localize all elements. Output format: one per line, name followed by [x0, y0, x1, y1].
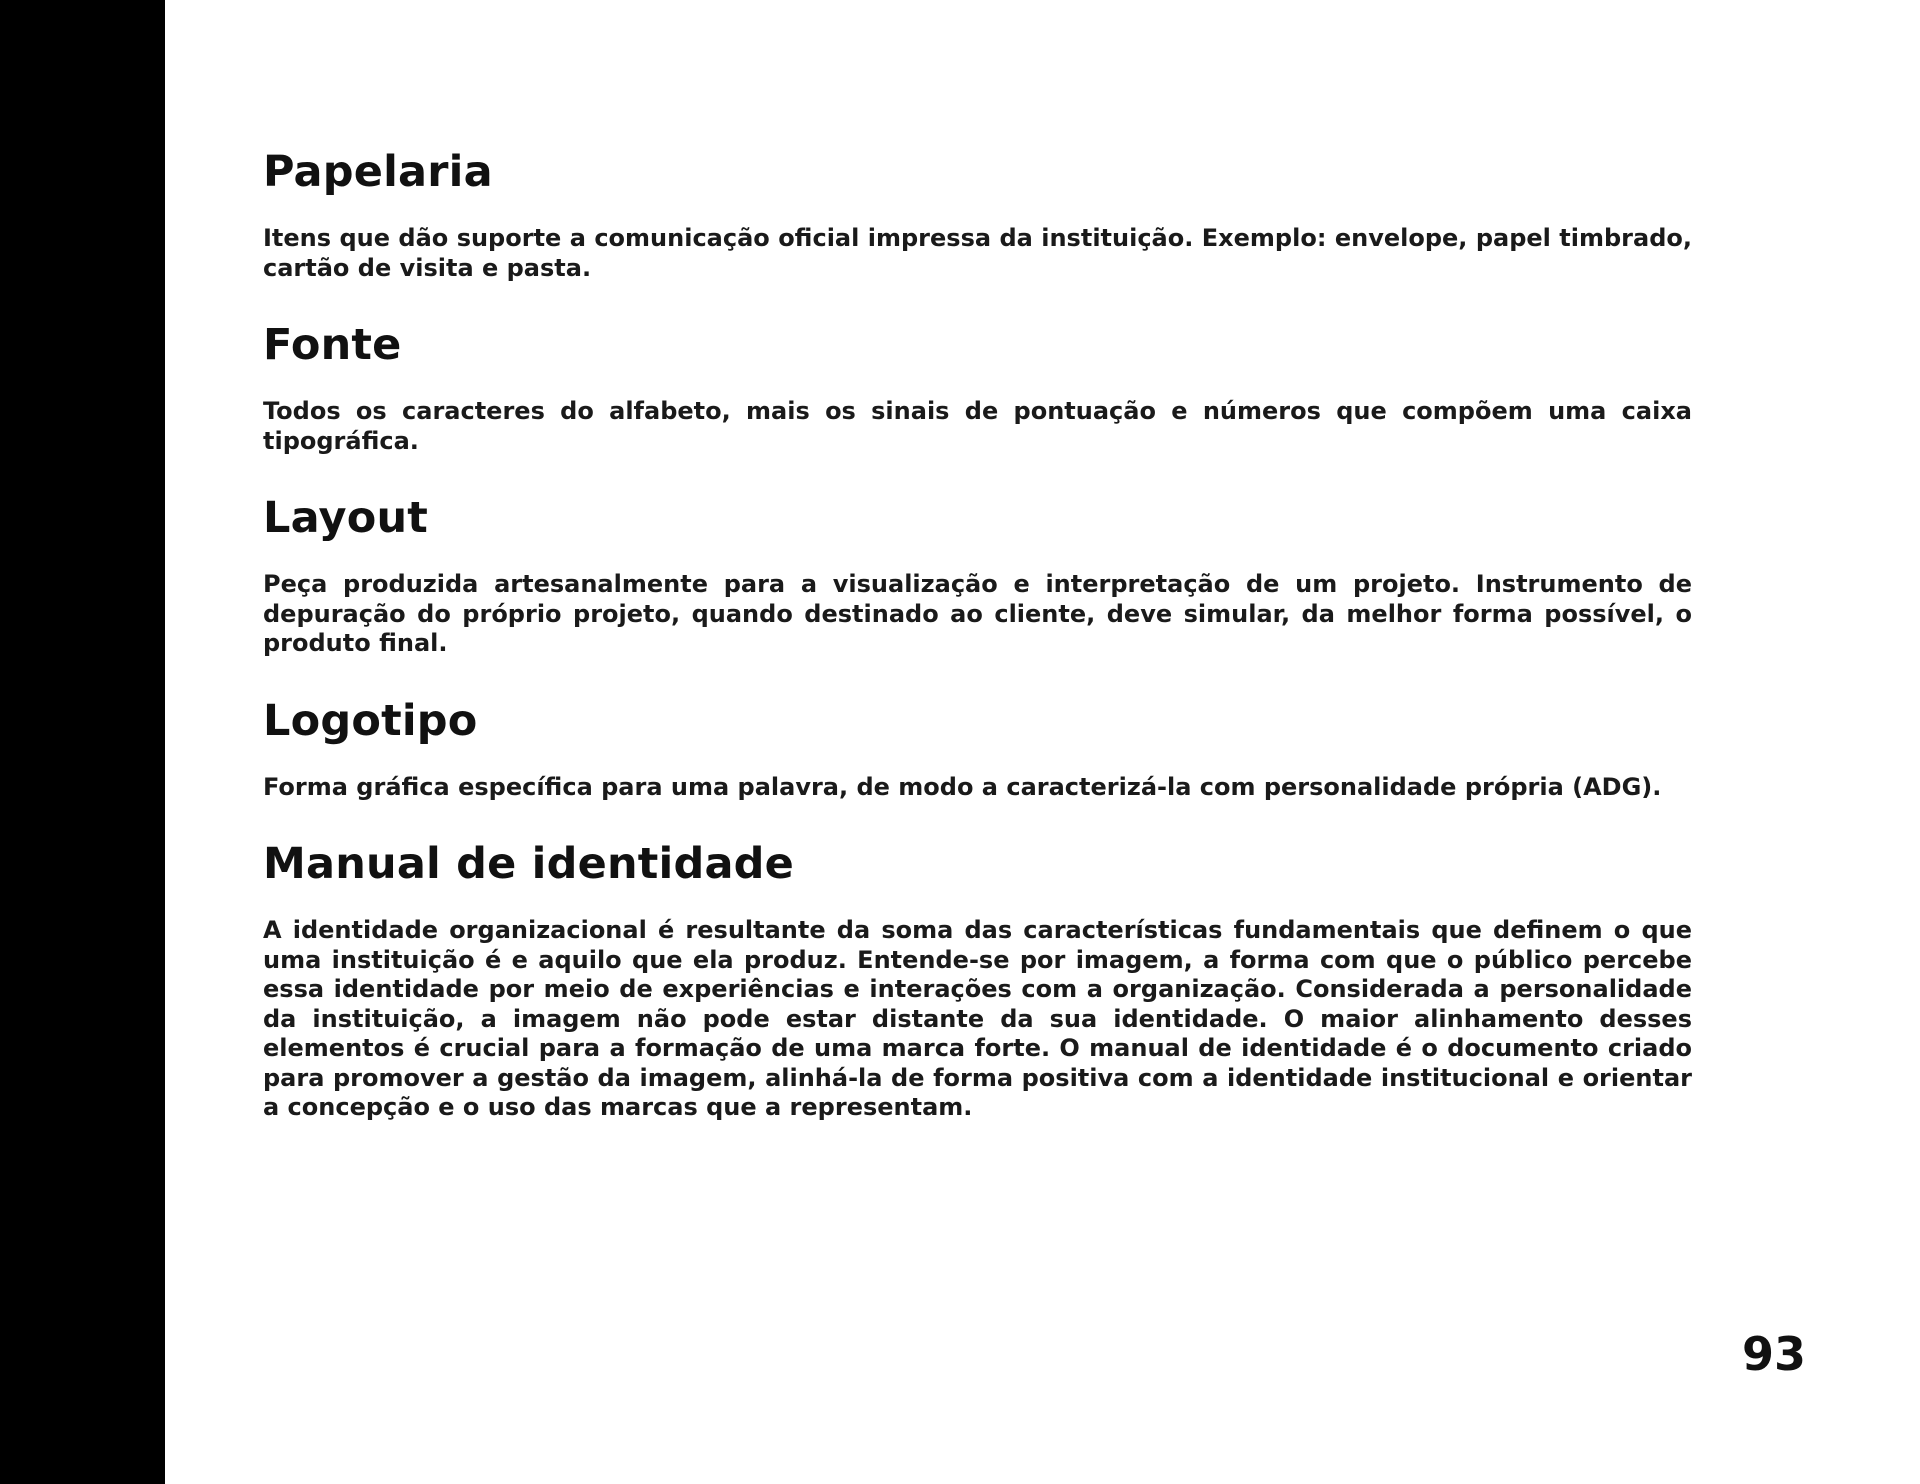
page-number: 93	[1741, 1327, 1806, 1381]
section-title: Papelaria	[263, 147, 493, 197]
glossary-content	[263, 146, 1692, 1123]
section-layout	[263, 492, 1692, 659]
section-title: Layout	[263, 493, 429, 543]
section-fonte	[263, 319, 1692, 456]
section-body: Todos os caracteres do alfabeto, mais os sinais de pontuação e números que compõem uma caixa tipográfica.	[263, 397, 1692, 455]
section-logotipo	[263, 695, 1692, 803]
section-papelaria	[263, 146, 1692, 283]
section-title: Fonte	[263, 320, 402, 370]
section-manual-de-identidade	[263, 838, 1692, 1123]
section-body: Itens que dão suporte a comunicação oficial impressa da instituição. Exemplo: envelope, papel timbrado, cartão de visita e pasta.	[263, 224, 1692, 282]
section-body: Peça produzida artesanalmente para a visualização e interpretação de um projeto. Instrumento de depuração do próprio projeto, quando destinado ao cliente, deve simular, da melhor forma possível, o produto final.	[263, 570, 1692, 657]
section-body: Forma gráfica específica para uma palavra, de modo a caracterizá-la com personalidade própria (ADG).	[263, 772, 1662, 801]
section-body: A identidade organizacional é resultante da soma das características fundamentais que definem o que uma instituição é e aquilo que ela produz. Entende-se por imagem, a forma com que o público percebe essa identidade por meio de experiências e interações com a organização. Considerada a personalidade da instituição, a imagem não pode estar distante da sua identidade. O maior alinhamento desses elementos é crucial para a formação de uma marca forte. O manual de identidade é o documento criado para promover a gestão da imagem, alinhá-la de forma positiva com a identidade institucional e orientar a concepção e o uso das marcas que a representam.	[263, 916, 1692, 1121]
section-title: Logotipo	[263, 695, 478, 746]
black-side-bar	[0, 0, 165, 1484]
section-title: Manual de identidade	[263, 839, 795, 889]
